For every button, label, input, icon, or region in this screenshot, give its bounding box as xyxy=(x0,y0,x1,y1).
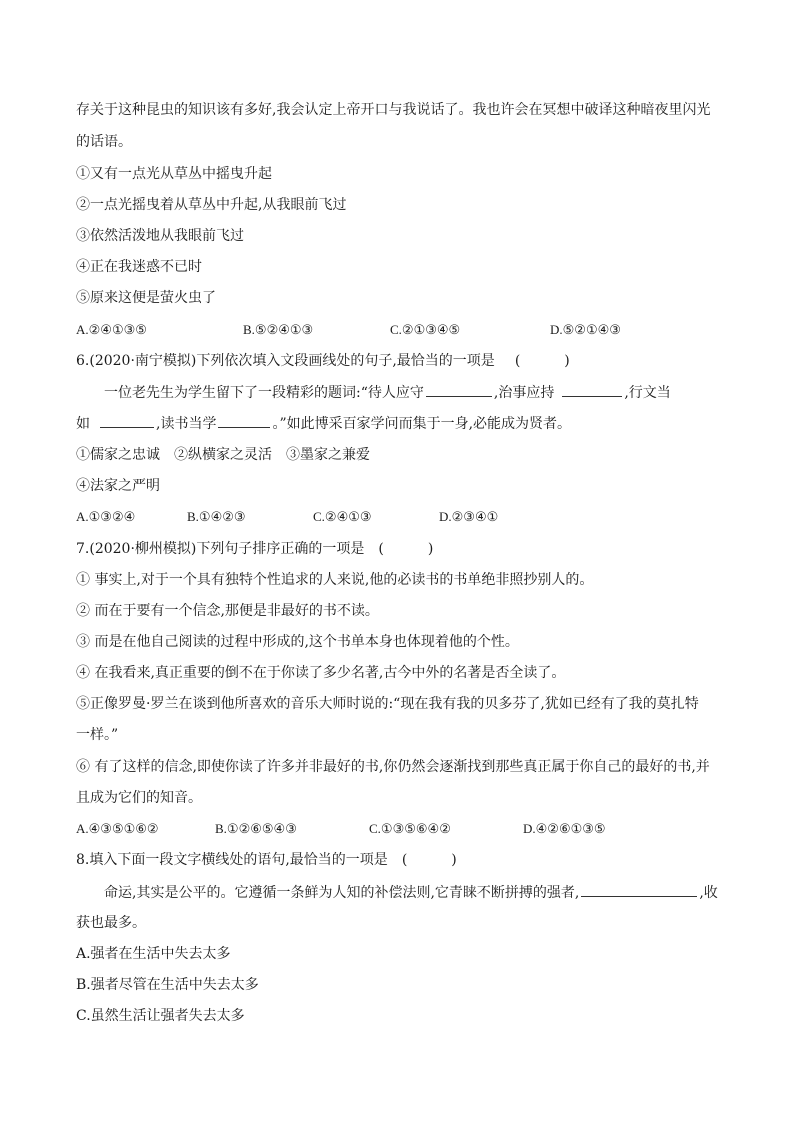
q5-options xyxy=(76,320,621,340)
fill-blank[interactable] xyxy=(426,382,492,397)
q7-sentence-1: ① 事实上,对于一个具有独特个性追求的人来说,他的必读书的书单绝非照抄别人的。 xyxy=(76,572,594,588)
q7-stem-line xyxy=(76,539,433,559)
q8-paren-close: ) xyxy=(451,852,457,868)
q6-passage-line-2 xyxy=(76,413,571,434)
q8-passage-text: 命运,其实是公平的。它遵循一条鲜为人知的补偿法则,它青睐不断拼搏的强者, xyxy=(104,885,580,901)
q6-option-c[interactable]: C.②④①③ xyxy=(313,509,372,524)
q6-paren-open: ( xyxy=(514,353,521,369)
q6-option-b[interactable]: B.①④②③ xyxy=(187,509,246,524)
q6-items-line-1: ①儒家之忠诚 ②纵横家之灵活 ③墨家之兼爱 xyxy=(76,447,370,463)
q7-sentence-6-cont: 且成为它们的知音。 xyxy=(76,790,202,806)
fill-blank[interactable] xyxy=(562,382,622,397)
q6-passage-text: 一位老先生为学生留下了一段精彩的题词:“待人应守 xyxy=(104,385,424,401)
q7-sentence-3: ③ 而是在他自己阅读的过程中形成的,这个书单本身也体现着他的个性。 xyxy=(76,634,519,650)
q7-sentence-5-cont: 一样。” xyxy=(76,727,119,743)
q7-sentence-5: ⑤正像罗曼·罗兰在谈到他所喜欢的音乐大师时说的:“现在我有我的贝多芬了,犹如已经有了我的莫扎特 xyxy=(76,696,699,712)
q7-option-c[interactable]: C.①③⑤⑥④② xyxy=(369,821,451,836)
q5-item-2: ②一点光摇曳着从草丛中升起,从我眼前飞过 xyxy=(76,197,347,213)
q7-option-a[interactable]: A.④③⑤①⑥② xyxy=(76,821,159,836)
q6-option-a[interactable]: A.①③②④ xyxy=(76,509,136,524)
q6-passage-text: ,读书当学 xyxy=(156,416,217,432)
q6-passage-text: 。”如此博采百家学问而集于一身,必能成为贤者。 xyxy=(272,416,572,432)
q8-option-c[interactable]: C.虽然生活让强者失去太多 xyxy=(76,1008,245,1024)
fill-blank[interactable] xyxy=(218,413,270,428)
q8-passage-line-2: 获也最多。 xyxy=(76,915,146,931)
q5-option-b[interactable]: B.⑤②④①③ xyxy=(243,322,314,337)
q6-items-line-2: ④法家之严明 xyxy=(76,478,160,494)
q6-options xyxy=(76,507,498,527)
q7-paren-close: ) xyxy=(427,541,434,557)
q6-paren-close: ) xyxy=(564,353,570,369)
q5-item-1: ①又有一点光从草丛中摇曳升起 xyxy=(76,166,272,182)
q5-option-d[interactable]: D.⑤②①④③ xyxy=(550,322,621,337)
q6-passage-text: ,行文当 xyxy=(624,385,671,401)
q5-item-5: ⑤原来这便是萤火虫了 xyxy=(76,290,216,306)
q6-stem: 6.(2020·南宁模拟)下列依次填入文段画线处的句子,最恰当的一项是 xyxy=(76,353,495,369)
q8-passage-text: ,收 xyxy=(699,885,718,901)
paragraph-line: 存关于这种昆虫的知识该有多好,我会认定上帝开口与我说话了。我也许会在冥想中破译这种暗夜里闪光 xyxy=(76,102,711,118)
q6-passage-text: 如 xyxy=(76,416,90,432)
fill-blank[interactable] xyxy=(581,882,697,897)
q8-paren-open: ( xyxy=(401,852,408,868)
q7-option-d[interactable]: D.④②⑥①③⑤ xyxy=(523,821,606,836)
q6-passage-line-1 xyxy=(104,382,671,403)
q5-item-4: ④正在我迷惑不已时 xyxy=(76,259,202,275)
q6-stem-line xyxy=(76,351,570,371)
q7-sentence-4: ④ 在我看来,真正重要的倒不在于你读了多少名著,古今中外的名著是否全读了。 xyxy=(76,665,566,681)
q6-passage-text: ,治事应持 xyxy=(493,385,555,401)
q8-option-b[interactable]: B.强者尽管在生活中失去太多 xyxy=(76,977,259,993)
q5-option-a[interactable]: A.②④①③⑤ xyxy=(76,322,147,337)
q7-sentence-2: ② 而在于要有一个信念,那便是非最好的书不读。 xyxy=(76,603,379,619)
fill-blank[interactable] xyxy=(100,413,154,428)
q5-option-c[interactable]: C.②①③④⑤ xyxy=(390,322,461,337)
q8-passage-line-1 xyxy=(104,882,718,903)
q8-stem: 8.填入下面一段文字横线处的语句,最恰当的一项是 xyxy=(76,852,388,868)
q5-item-3: ③依然活泼地从我眼前飞过 xyxy=(76,228,244,244)
q7-paren-open: ( xyxy=(378,541,384,557)
q7-options xyxy=(76,819,606,839)
q8-option-a[interactable]: A.强者在生活中失去太多 xyxy=(76,946,231,962)
q8-stem-line xyxy=(76,850,457,870)
q7-sentence-6: ⑥ 有了这样的信念,即使你读了许多并非最好的书,你仍然会逐渐找到那些真正属于你自己的最好的书,并 xyxy=(76,759,710,775)
paragraph-line: 的话语。 xyxy=(76,134,132,150)
q7-stem: 7.(2020·柳州模拟)下列句子排序正确的一项是 xyxy=(76,541,365,557)
q7-option-b[interactable]: B.①②⑥⑤④③ xyxy=(215,821,297,836)
q6-option-d[interactable]: D.②③④① xyxy=(439,509,499,524)
